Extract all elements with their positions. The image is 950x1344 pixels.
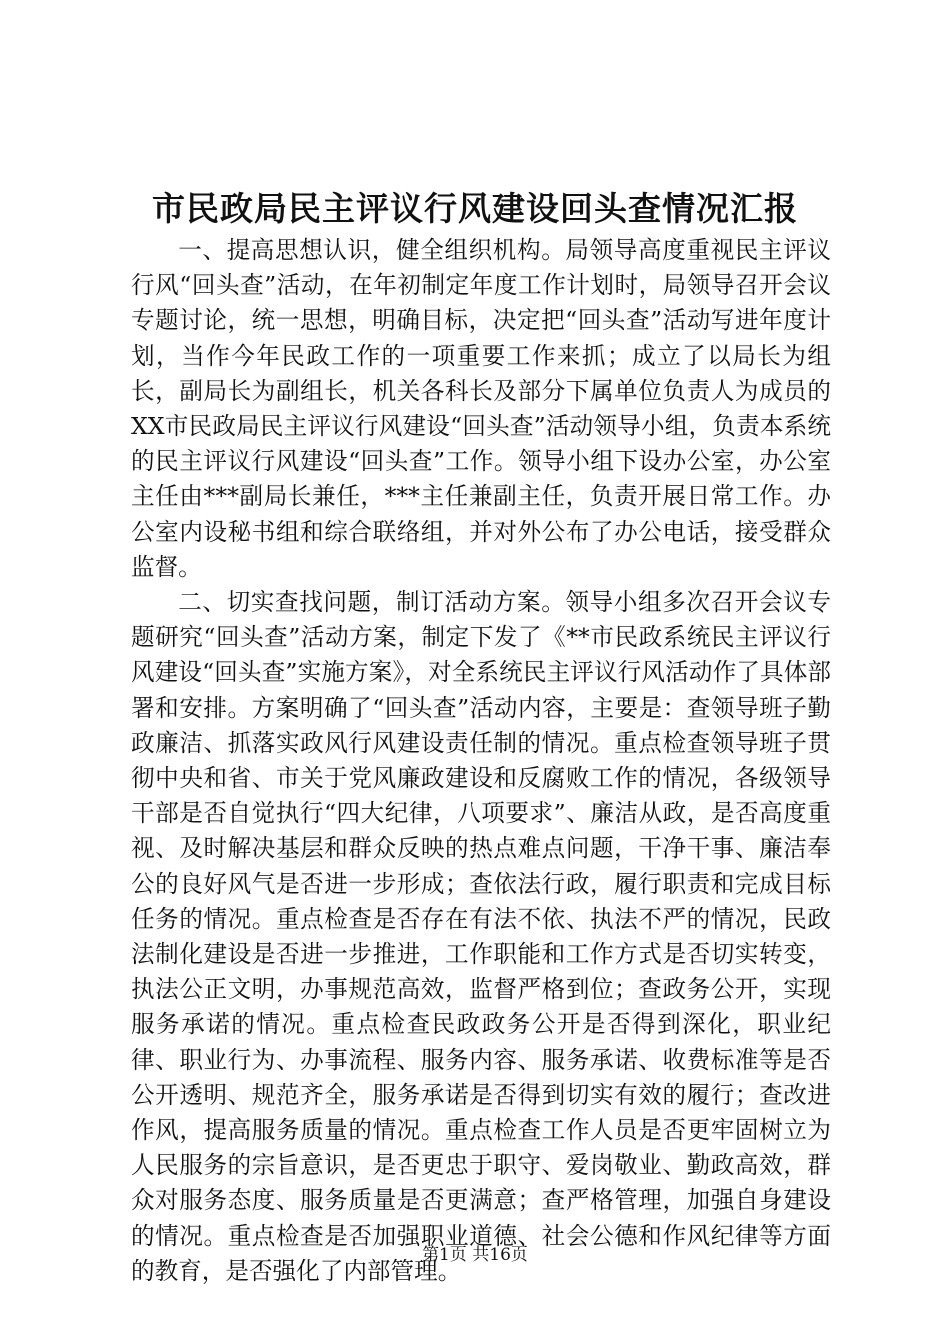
paragraph-1: 一、提高思想认识，健全组织机构。局领导高度重视民主评议行风“回头查”活动，在年初制定年度工作计划时，局领导召开会议专题讨论，统一思想，明确目标，决定把“回头查”活动写进年度计划，当作今年民政工作的一项重要工作来抓；成立了以局长为组长，副局长为副组长，机关各科长及部分下属单位负责人为成员的XX市民政局民主评议行风建设“回头查”活动领导小组，负责本系统的民主评议行风建设“回头查”工作。领导小组下设办公室，办公室主任由***副局长兼任，***主任兼副主任，负责开展日常工作。办公室内设秘书组和综合联络组，并对外公布了办公电话，接受群众监督。 — [131, 236, 831, 581]
document-title: 市民政局民主评议行风建设回头查情况汇报 — [152, 189, 798, 228]
document-body — [131, 233, 831, 1289]
paragraph-2: 二、切实查找问题，制订活动方案。领导小组多次召开会议专题研究“回头查”活动方案，制定下发了《**市民政系统民主评议行风建设“回头查”实施方案》，对全系统民主评议行风活动作了具体部署和安排。方案明确了“回头查”活动内容，主要是：查领导班子勤政廉洁、抓落实政风行风建设责任制的情况。重点检查领导班子贯彻中央和省、市关于党风廉政建设和反腐败工作的情况，各级领导干部是否自觉执行“四大纪律，八项要求”、廉洁从政，是否高度重视、及时解决基层和群众反映的热点难点问题，干净干事、廉洁奉公的良好风气是否进一步形成；查依法行政，履行职责和完成目标任务的情况。重点检查是否存在有法不依、执法不严的情况，民政法制化建设是否进一步推进，工作职能和工作方式是否切实转变，执法公正文明，办事规范高效，监督严格到位；查政务公开，实现服务承诺的情况。重点检查民政政务公开是否得到深化，职业纪律、职业行为、办事流程、服务内容、服务承诺、收费标准等是否公开透明、规范齐全，服务承诺是否得到切实有效的履行；查改进作风，提高服务质量的情况。重点检查工作人员是否更牢固树立为人民服务的宗旨意识，是否更忠于职守、爱岗敬业、勤政高效，群众对服务态度、服务质量是否更满意；查严格管理，加强自身建设的情况。重点检查是否加强职业道德、社会公德和作风纪律等方面的教育，是否强化了内部管理。 — [131, 588, 831, 1285]
page-number: 第1页 共16页 — [422, 1245, 528, 1265]
